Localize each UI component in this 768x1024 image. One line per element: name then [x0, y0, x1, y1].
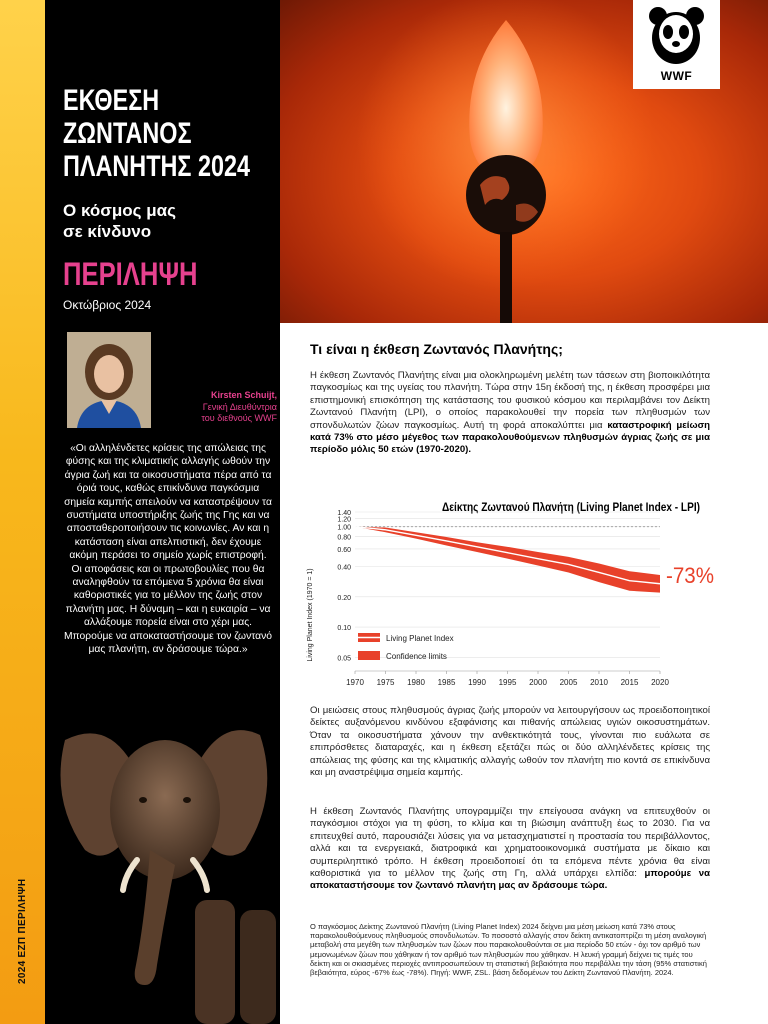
paragraph-declines: Οι μειώσεις στους πληθυσμούς άγριας ζωής μπορούν να λειτουργήσουν ως προειδοποιητικοί δείκτες αυξανόμενου κινδύνου εξαφάνισης και πιθανής απώλειας υγιών οικοσυστημάτων. Όταν τα οικοσυστήματα χάνουν την ανθεκτικότητά τους, γίνονται πιο ευάλωτα σε επιπρόσθετες διαταραχές, και η έκθεση εξετάζει πώς οι δύο αλληλένδετες κρίσεις της απώλειας της φύσης και της κλιματικής αλλαγής ωθούν τον πλανήτη πιο κοντά σε επικίνδυνα και μη αναστρέψιμα σημεία καμπής. — [310, 705, 710, 779]
y-tick-label: 0.40 — [337, 564, 351, 572]
y-tick-label: 1.00 — [337, 524, 351, 532]
chart-title: Δείκτης Ζωντανού Πλανήτη (Living Planet Index - LPI) — [442, 500, 700, 514]
report-subtitle: Ο κόσμος μας σε κίνδυνο — [63, 201, 176, 241]
y-tick-label: 0.10 — [337, 625, 351, 633]
author-credit: Kirsten Schuijt, Γενική Διευθύντρια του διεθνούς WWF — [201, 390, 277, 423]
x-tick-label: 1990 — [468, 678, 486, 687]
lpi-chart — [300, 495, 720, 695]
y-tick-label: 0.20 — [337, 594, 351, 602]
chart-legend — [358, 633, 454, 661]
x-tick-label: 2015 — [620, 678, 639, 687]
paragraph-urgency: Η έκθεση Ζωντανός Πλανήτης υπογραμμίζει την επείγουσα ανάγκη να επιτευχθούν οι παγκόσμιοι στόχοι για τη φύση, το κλίμα και τη βιώσιμη ανάπτυξη έως το 2030. Για να επιτευχθεί αυτό, παρουσιάζει λύσεις για να μετασχηματιστεί η προστασία του περιβάλλοντος, αλλά και τα ενεργειακά, διατροφικά και χρηματοοικονομικά συστήματα με δίκαιο και συμπεριληπτικό τρόπο. Η έκθεση προειδοποιεί ότι τα επόμενα πέντε χρόνια θα είναι καθοριστικά για το μέλλον της ζωής στη Γη, αλλά υπάρχει ελπίδα: μπορούμε να αποκαταστήσουμε τον ζωντανό πλανήτη μας αν δράσουμε τώρα. — [310, 806, 711, 892]
section-heading: Τι είναι η έκθεση Ζωντανός Πλανήτης; — [310, 341, 563, 357]
y-tick-label: 0.05 — [337, 655, 351, 663]
wwf-logo: WWF — [633, 0, 720, 89]
legend-label-ci: Confidence limits — [386, 652, 447, 661]
x-tick-label: 1970 — [346, 678, 364, 687]
intro-paragraph: Η έκθεση Ζωντανός Πλανήτης είναι μια ολοκληρωμένη μελέτη των τάσεων στη βιοποικιλότητα παγκοσμίως και της υγείας του πλανήτη. Τώρα στην 15η έκδοσή της, η έκθεση προσφέρει μια επιστημονική επισκόπηση της κατάστασης του φυσικού κόσμου και περιλαμβάνει τον Δείκτη Ζωντανού Πλανήτη (LPI), ο οποίος παρακολουθεί την πορεία των πληθυσμών των σπονδυλωτών ζώων παγκοσμίως. Αυτή τη φορά αποκαλύπτει μια καταστροφική μείωση κατά 73% στο μέσο μέγεθος των παρακολουθούμενων πληθυσμών άγριας ζωής σε μια περίοδο μόλις 50 ετών (1970-2020). — [310, 370, 710, 456]
x-ticks — [346, 671, 669, 687]
director-quote: «Οι αλληλένδετες κρίσεις της απώλειας της φύσης και της κλιματικής αλλαγής ωθούν την άγρια ζωή και τα οικοσυστήματα πέρα από τα όριά τους, καθώς επικίνδυνα παγκόσμια σημεία καμπής απειλούν να καταστρέψουν τα συστήματα υποστήριξης ζωής της Γης και να αποσταθεροποιήσουν τις κοινωνίες. Αν και η κατάσταση είναι απελπιστική, δεν έχουμε ακόμη περάσει το σημείο χωρίς επιστροφή. Οι αποφάσεις και οι πρωτοβουλίες που θα αναληφθούν τα επόμενα 5 χρόνια θα είναι καθοριστικές για το μέλλον της ζωής στον πλανήτη μας. Η δύναμη – και η ευκαιρία – να αλλάξουμε πορεία είναι στο χέρι μας. Μπορούμε να αποκαταστήσουμε τον ζωντανό μας πλανήτη, αν δράσουμε τώρα.» — [63, 443, 272, 656]
x-tick-label: 1995 — [498, 678, 517, 687]
decline-annotation: -73% — [666, 563, 714, 588]
legend-label-lpi: Living Planet Index — [386, 634, 454, 643]
x-tick-label: 2010 — [590, 678, 608, 687]
section-heading-wrap — [310, 340, 710, 368]
y-axis-label: Living Planet Index (1970 = 1) — [307, 568, 314, 662]
y-tick-label: 1.40 — [337, 510, 351, 518]
x-tick-label: 2020 — [651, 678, 669, 687]
cover-panel — [45, 0, 280, 1024]
y-tick-label: 0.60 — [337, 546, 351, 554]
elephant-illustration — [45, 700, 280, 1024]
x-tick-label: 1985 — [437, 678, 456, 687]
sidebar-stripe — [0, 0, 45, 1024]
legend-swatch-ci — [358, 651, 380, 660]
y-ticks — [337, 510, 351, 662]
chart-caption: Ο παγκόσμιος Δείκτης Ζωντανού Πλανήτη (Living Planet Index) 2024 δείχνει μια μέση μείωση κατά 73% στους παρακολουθούμενους πληθυσμούς σπονδυλωτών. Το ποσοστό αλλαγής στον δείκτη αντικατοπτρίζει τη μέση αναλογική μεταβολή στα μεγέθη των πληθυσμών των ζώων που παρακολουθούνται σε μια περίοδο 50 ετών - όχι τον αριθμό των μεμονωμένων ζώων που χάθηκαν ή τον αριθμό των πληθυσμών που χάθηκαν. Η λευκή γραμμή δείχνει τις τιμές του δείκτη και οι σκιασμένες περιοχές αντιπροσωπεύουν τη στατιστική βεβαιότητα που περιβάλλει την τάση (95% στατιστική βεβαιότητα, εύρος -67% έως -78%). Πηγή: WWF, ZSL. βάση δεδομένων του Δείκτη Ζωντανού Πλανήτη. 2024. — [310, 922, 707, 978]
summary-label: ΠΕΡΙΛΗΨΗ — [63, 256, 198, 292]
x-tick-label: 2000 — [529, 678, 547, 687]
y-tick-label: 0.80 — [337, 534, 351, 542]
report-date: Οκτώβριος 2024 — [63, 298, 152, 312]
report-title: ΕΚΘΕΣΗ ΖΩΝΤΑΝΟΣ ΠΛΑΝΗΤΗΣ 2024 — [63, 84, 251, 183]
vertical-label: 2024 ΕΖΠ ΠΕΡΙΛΗΨΗ — [17, 878, 28, 984]
y-tick-label: 1.20 — [337, 516, 351, 524]
author-photo — [67, 332, 151, 428]
x-tick-label: 2005 — [559, 678, 578, 687]
x-tick-label: 1980 — [407, 678, 425, 687]
panda-icon — [633, 0, 720, 70]
x-tick-label: 1975 — [376, 678, 395, 687]
